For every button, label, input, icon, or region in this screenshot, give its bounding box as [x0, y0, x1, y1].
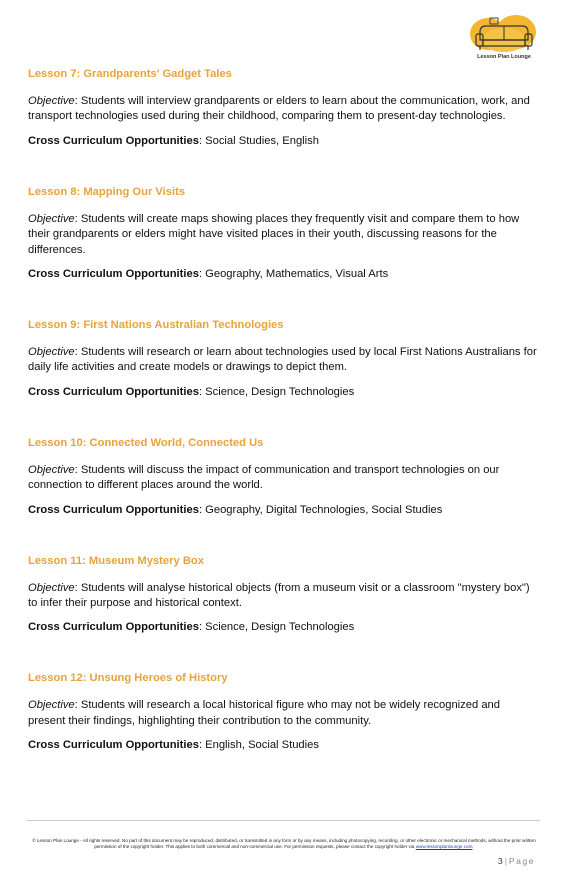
- cross-curriculum-label: Cross Curriculum Opportunities: [28, 621, 199, 634]
- lesson-item: [28, 555, 540, 635]
- objective-text: : Students will discuss the impact of communication and transport technologies on our connection to different places around the world.: [28, 463, 500, 492]
- cross-curriculum-label: Cross Curriculum Opportunities: [28, 739, 199, 752]
- cross-curriculum: [28, 134, 540, 148]
- lesson-title: Lesson 9: First Nations Australian Technologies: [28, 319, 284, 332]
- lesson-objective: [28, 345, 540, 376]
- objective-text: : Students will research or learn about technologies used by local First Nations Australians for daily life activities and create models or drawings to depict them.: [28, 346, 537, 374]
- cross-curriculum-label: Cross Curriculum Opportunities: [28, 503, 199, 516]
- lesson-item: [28, 437, 540, 517]
- cross-curriculum-label: Cross Curriculum Opportunities: [28, 134, 199, 147]
- objective-label: Objective: [28, 463, 75, 476]
- objective-label: Objective: [28, 95, 75, 107]
- link-suffix: .: [472, 844, 474, 849]
- objective-text: : Students will analyse historical objects (from a museum visit or a classroom "mystery box") to infer their purpose and historical context.: [28, 581, 530, 610]
- lesson-objective: [28, 698, 540, 729]
- cross-curriculum: [28, 503, 540, 517]
- lesson-title: Lesson 12: Unsung Heroes of History: [28, 672, 228, 685]
- objective-text: : Students will interview grandparents or elders to learn about the communication, work, and transport technologies used during their childhood, comparing them to present-day technologies.: [28, 95, 530, 123]
- objective-label: Objective: [28, 699, 75, 712]
- lesson-plan-lounge-logo: [466, 12, 542, 64]
- objective-label: Objective: [28, 346, 75, 359]
- cross-curriculum-text: : Science, Design Technologies: [198, 385, 355, 398]
- cross-curriculum: [28, 385, 540, 399]
- cross-curriculum: [28, 620, 540, 634]
- page-number: [498, 856, 535, 866]
- cross-curriculum: [28, 267, 540, 281]
- objective-text: : Students will research a local historical figure who may not be widely recognized and present their findings, highlighting their contribution to the community.: [28, 699, 500, 727]
- page-number-value: 3: [497, 856, 503, 866]
- cross-curriculum-text: : Geography, Mathematics, Visual Arts: [198, 268, 389, 281]
- lesson-objective: [28, 581, 540, 612]
- lesson-objective: [28, 212, 540, 258]
- footer-copyright: [30, 838, 538, 850]
- logo-text: Lesson Plan Lounge: [477, 54, 531, 60]
- page-word: Page: [508, 856, 535, 866]
- sofa-icon: [466, 12, 542, 56]
- copyright-text: © Lesson Plan Lounge - All rights reserved. No part of this document may be reproduced, distributed, or transmitted in any form or by any means, including photocopying, recording, or other electronic or mechanical methods, without the prior written permission of the copyright holder. This applies to both commercial and non-commercial use. For permission requests, please contact the copyright holder via: [32, 838, 536, 849]
- cross-curriculum-text: : Social Studies, English: [198, 134, 319, 147]
- lesson-title: Lesson 11: Museum Mystery Box: [28, 554, 204, 567]
- objective-label: Objective: [28, 581, 75, 594]
- objective-text: : Students will create maps showing places they frequently visit and compare them to how their grandparents or elders might have visited places in their youth, discussing reasons for the differences.: [28, 212, 520, 256]
- cross-curriculum-text: : Science, Design Technologies: [198, 621, 355, 634]
- lesson-item: [28, 319, 540, 399]
- lesson-objective: [28, 463, 540, 494]
- lesson-title: Lesson 7: Grandparents' Gadget Tales: [28, 68, 232, 80]
- cross-curriculum-label: Cross Curriculum Opportunities: [28, 268, 199, 281]
- objective-label: Objective: [28, 212, 75, 225]
- website-link[interactable]: www.lessonplanlounge.com: [415, 844, 473, 849]
- page-separator: |: [504, 856, 507, 866]
- lesson-item: [28, 68, 540, 148]
- lesson-item: [28, 186, 540, 281]
- cross-curriculum-text: : Geography, Digital Technologies, Social Studies: [198, 503, 443, 516]
- cross-curriculum-label: Cross Curriculum Opportunities: [28, 385, 199, 398]
- lesson-title: Lesson 8: Mapping Our Visits: [28, 185, 186, 198]
- cross-curriculum-text: : English, Social Studies: [198, 739, 319, 752]
- footer-divider: [26, 820, 540, 821]
- lesson-list: [28, 68, 540, 790]
- lesson-objective: [28, 94, 540, 125]
- cross-curriculum: [28, 738, 540, 752]
- lesson-title: Lesson 10: Connected World, Connected Us: [28, 436, 264, 449]
- lesson-item: [28, 672, 540, 752]
